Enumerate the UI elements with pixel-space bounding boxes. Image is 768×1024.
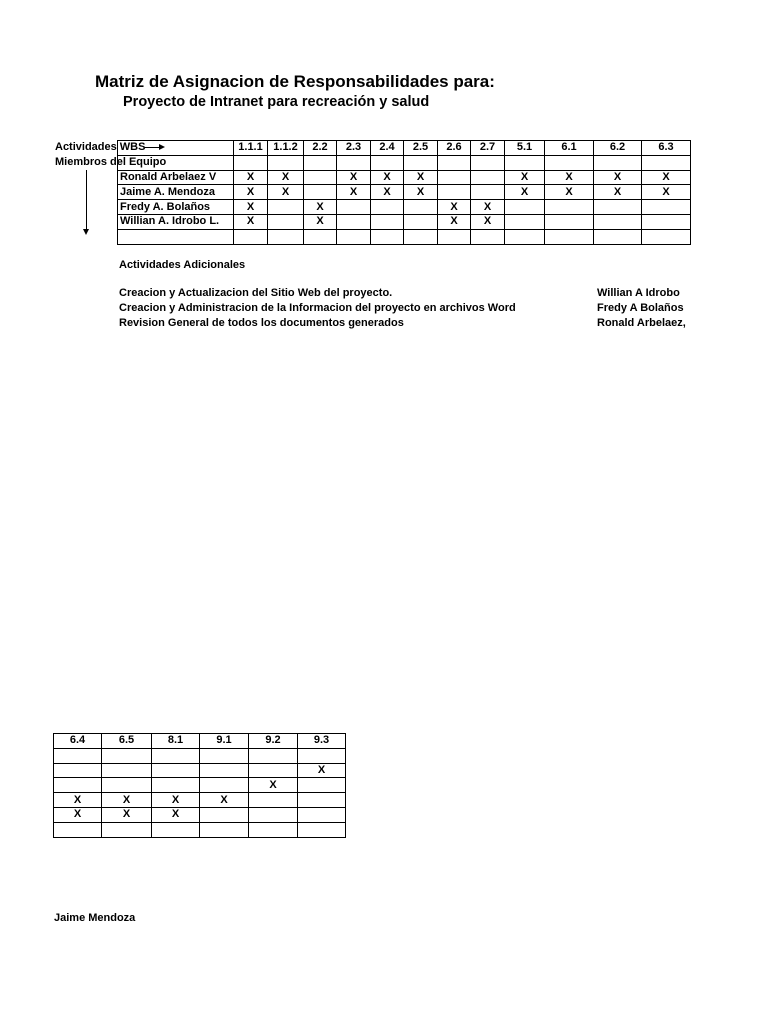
assignment-cell: X [471,200,505,215]
assignment-cell: X [337,185,371,200]
additional-activity: Creacion y Administracion de la Informacion del proyecto en archivos Word [119,302,516,314]
member-name-cell: Ronald Arbelaez V [118,170,234,185]
activity-header-cell: 2.3 [337,141,371,156]
assignment-cell: X [152,807,200,822]
assignment-cell [268,200,304,215]
additional-activities-heading: Actividades Adicionales [119,259,246,271]
assignment-cell [642,214,691,229]
assignment-cell: X [234,170,268,185]
assignment-cell [152,778,200,793]
assignment-cell [337,155,371,170]
assignment-cell: X [200,793,249,808]
assignment-cell [404,200,438,215]
assignment-cell: X [268,185,304,200]
assignment-cell [337,200,371,215]
down-arrow-icon [86,170,87,230]
assignment-cell: X [234,214,268,229]
assignment-cell [200,822,249,837]
assignment-cell [249,793,298,808]
additional-activity-owner: Fredy A Bolaños [597,302,684,314]
assignment-cell: X [404,185,438,200]
assignment-cell [249,822,298,837]
assignment-cell [438,155,471,170]
assignment-cell [200,778,249,793]
assignment-cell [249,763,298,778]
activity-header-cell: 2.4 [371,141,404,156]
assignment-cell [298,822,346,837]
assignment-cell [298,748,346,763]
assignment-cell [234,155,268,170]
assignment-cell [152,763,200,778]
assignment-cell [371,214,404,229]
assignment-cell: X [337,170,371,185]
table-row [118,185,691,200]
assignment-cell [471,229,505,244]
assignment-cell: X [268,170,304,185]
activity-header-cell: 6.2 [594,141,642,156]
assignment-cell: X [102,807,152,822]
assignment-cell [102,763,152,778]
assignment-cell [438,185,471,200]
activity-header-cell: 2.5 [404,141,438,156]
table-row [118,155,691,170]
assignment-cell [304,170,337,185]
assignment-cell: X [102,793,152,808]
assignment-cell: X [54,807,102,822]
additional-activity-owner: Willian A Idrobo [597,287,680,299]
assignment-cell: X [545,185,594,200]
assignment-cell [298,807,346,822]
member-name-cell [118,155,234,170]
assignment-cell [545,214,594,229]
assignment-cell [54,822,102,837]
assignment-cell [249,807,298,822]
activity-header-cell: 9.3 [298,734,346,749]
assignment-cell [102,748,152,763]
assignment-cell [54,778,102,793]
activity-header-cell: 6.5 [102,734,152,749]
assignment-cell [505,214,545,229]
assignment-cell: X [471,214,505,229]
assignment-cell [505,155,545,170]
assignment-cell [371,155,404,170]
matrix-header-row [118,141,691,156]
assignment-cell [471,155,505,170]
assignment-cell [471,170,505,185]
activity-header-cell: 2.7 [471,141,505,156]
assignment-cell [249,748,298,763]
assignment-cell [594,200,642,215]
additional-activity: Revision General de todos los documentos generados [119,317,404,329]
document-subtitle: Proyecto de Intranet para recreación y salud [123,94,430,110]
assignment-cell [304,155,337,170]
assignment-cell: X [545,170,594,185]
table-row [54,807,346,822]
assignment-cell [505,229,545,244]
member-name-cell [118,229,234,244]
table-row [54,793,346,808]
assignment-cell [268,155,304,170]
assignment-cell: X [304,200,337,215]
assignment-cell [594,155,642,170]
activity-header-cell: 2.2 [304,141,337,156]
responsibility-matrix [117,140,691,245]
assignment-cell: X [304,214,337,229]
assignment-cell [102,822,152,837]
activity-header-cell: 6.3 [642,141,691,156]
assignment-cell [54,748,102,763]
assignment-cell [594,214,642,229]
table-row [118,229,691,244]
table-row [54,763,346,778]
table-row [54,778,346,793]
member-name-cell: Jaime A. Mendoza [118,185,234,200]
assignment-cell: X [642,185,691,200]
assignment-cell [642,229,691,244]
assignment-cell [404,214,438,229]
assignment-cell: X [594,170,642,185]
assignment-cell: X [152,793,200,808]
table-row [54,822,346,837]
assignment-cell: X [371,170,404,185]
member-name-cell: Willian A. Idrobo L. [118,214,234,229]
assignment-cell [304,185,337,200]
assignment-cell [545,200,594,215]
table-row [54,748,346,763]
assignment-cell: X [234,200,268,215]
assignment-cell: X [249,778,298,793]
continuation-matrix [53,733,346,838]
assignment-cell: X [371,185,404,200]
assignment-cell: X [505,170,545,185]
assignment-cell [371,229,404,244]
member-name-cell: Fredy A. Bolaños [118,200,234,215]
assignment-cell: X [234,185,268,200]
continuation-header-row [54,734,346,749]
assignment-cell [152,822,200,837]
activity-header-cell: 5.1 [505,141,545,156]
assignment-cell: X [505,185,545,200]
assignment-cell [505,200,545,215]
assignment-cell [152,748,200,763]
assignment-cell [268,214,304,229]
additional-activity: Creacion y Actualizacion del Sitio Web del proyecto. [119,287,393,299]
assignment-cell [298,793,346,808]
assignment-cell [642,155,691,170]
assignment-cell [200,748,249,763]
matrix-corner-cell [118,141,234,156]
assignment-cell [545,229,594,244]
activity-header-cell: 2.6 [438,141,471,156]
document-title: Matriz de Asignacion de Responsabilidades para: [95,72,495,91]
activity-header-cell: 8.1 [152,734,200,749]
assignment-cell: X [438,214,471,229]
assignment-cell [337,214,371,229]
assignment-cell [304,229,337,244]
assignment-cell [404,155,438,170]
activity-header-cell: 9.2 [249,734,298,749]
assignment-cell [298,778,346,793]
assignment-cell [54,763,102,778]
assignment-cell [545,155,594,170]
assignment-cell: X [594,185,642,200]
activity-header-cell: 6.1 [545,141,594,156]
assignment-cell: X [298,763,346,778]
assignment-cell [234,229,268,244]
assignment-cell [337,229,371,244]
activities-wbs-label: Actividades WBS [55,141,146,153]
assignment-cell: X [438,200,471,215]
assignment-cell [594,229,642,244]
activity-header-cell: 6.4 [54,734,102,749]
assignment-cell: X [404,170,438,185]
assignment-cell [404,229,438,244]
assignment-cell [471,185,505,200]
activity-header-cell: 1.1.2 [268,141,304,156]
assignment-cell [268,229,304,244]
footer-name: Jaime Mendoza [54,912,136,924]
additional-activity-owner: Ronald Arbelaez, [597,317,686,329]
down-arrowhead-icon [83,229,89,235]
assignment-cell [371,200,404,215]
assignment-cell [438,170,471,185]
table-row [118,214,691,229]
assignment-cell [200,763,249,778]
team-members-label: Miembros del Equipo [55,156,167,168]
assignment-cell: X [642,170,691,185]
assignment-cell [200,807,249,822]
table-row [118,170,691,185]
assignment-cell [438,229,471,244]
assignment-cell [642,200,691,215]
activity-header-cell: 1.1.1 [234,141,268,156]
assignment-cell: X [54,793,102,808]
table-row [118,200,691,215]
activity-header-cell: 9.1 [200,734,249,749]
assignment-cell [102,778,152,793]
